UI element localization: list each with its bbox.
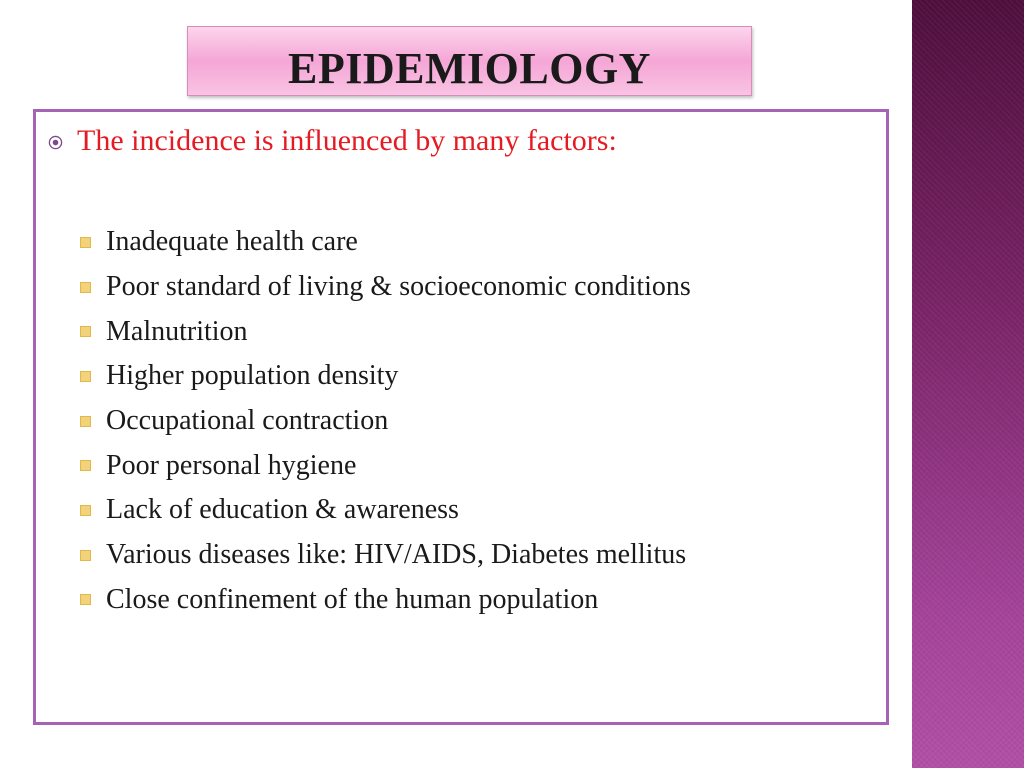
list-item-text: Inadequate health care	[106, 226, 358, 258]
circled-dot-icon	[48, 135, 63, 150]
lead-point	[48, 124, 617, 158]
list-item-text: Close confinement of the human population	[106, 583, 599, 615]
list-item-text: Various diseases like: HIV/AIDS, Diabetes mellitus	[106, 539, 687, 571]
list-item-text: Poor personal hygiene	[106, 449, 357, 481]
list-item	[80, 488, 691, 533]
square-bullet-icon	[80, 550, 91, 561]
list-item	[80, 354, 691, 399]
list-item	[80, 309, 691, 354]
decorative-side-band	[912, 0, 1024, 768]
list-item	[80, 443, 691, 488]
square-bullet-icon	[80, 371, 91, 382]
list-item-text: Occupational contraction	[106, 405, 389, 437]
square-bullet-icon	[80, 460, 91, 471]
square-bullet-icon	[80, 326, 91, 337]
square-bullet-icon	[80, 282, 91, 293]
square-bullet-icon	[80, 237, 91, 248]
list-item-text: Poor standard of living & socioeconomic conditions	[106, 271, 691, 303]
factor-list	[80, 220, 691, 622]
list-item	[80, 578, 691, 623]
list-item	[80, 533, 691, 578]
list-item	[80, 265, 691, 310]
slide-title: EPIDEMIOLOGY	[288, 43, 651, 93]
title-banner	[187, 26, 752, 96]
list-item	[80, 220, 691, 265]
square-bullet-icon	[80, 416, 91, 427]
list-item	[80, 399, 691, 444]
content-panel	[33, 109, 889, 725]
lead-text: The incidence is influenced by many factors:	[77, 124, 617, 157]
list-item-text: Malnutrition	[106, 315, 248, 347]
square-bullet-icon	[80, 594, 91, 605]
list-item-text: Lack of education & awareness	[106, 494, 459, 526]
square-bullet-icon	[80, 505, 91, 516]
list-item-text: Higher population density	[106, 360, 399, 392]
